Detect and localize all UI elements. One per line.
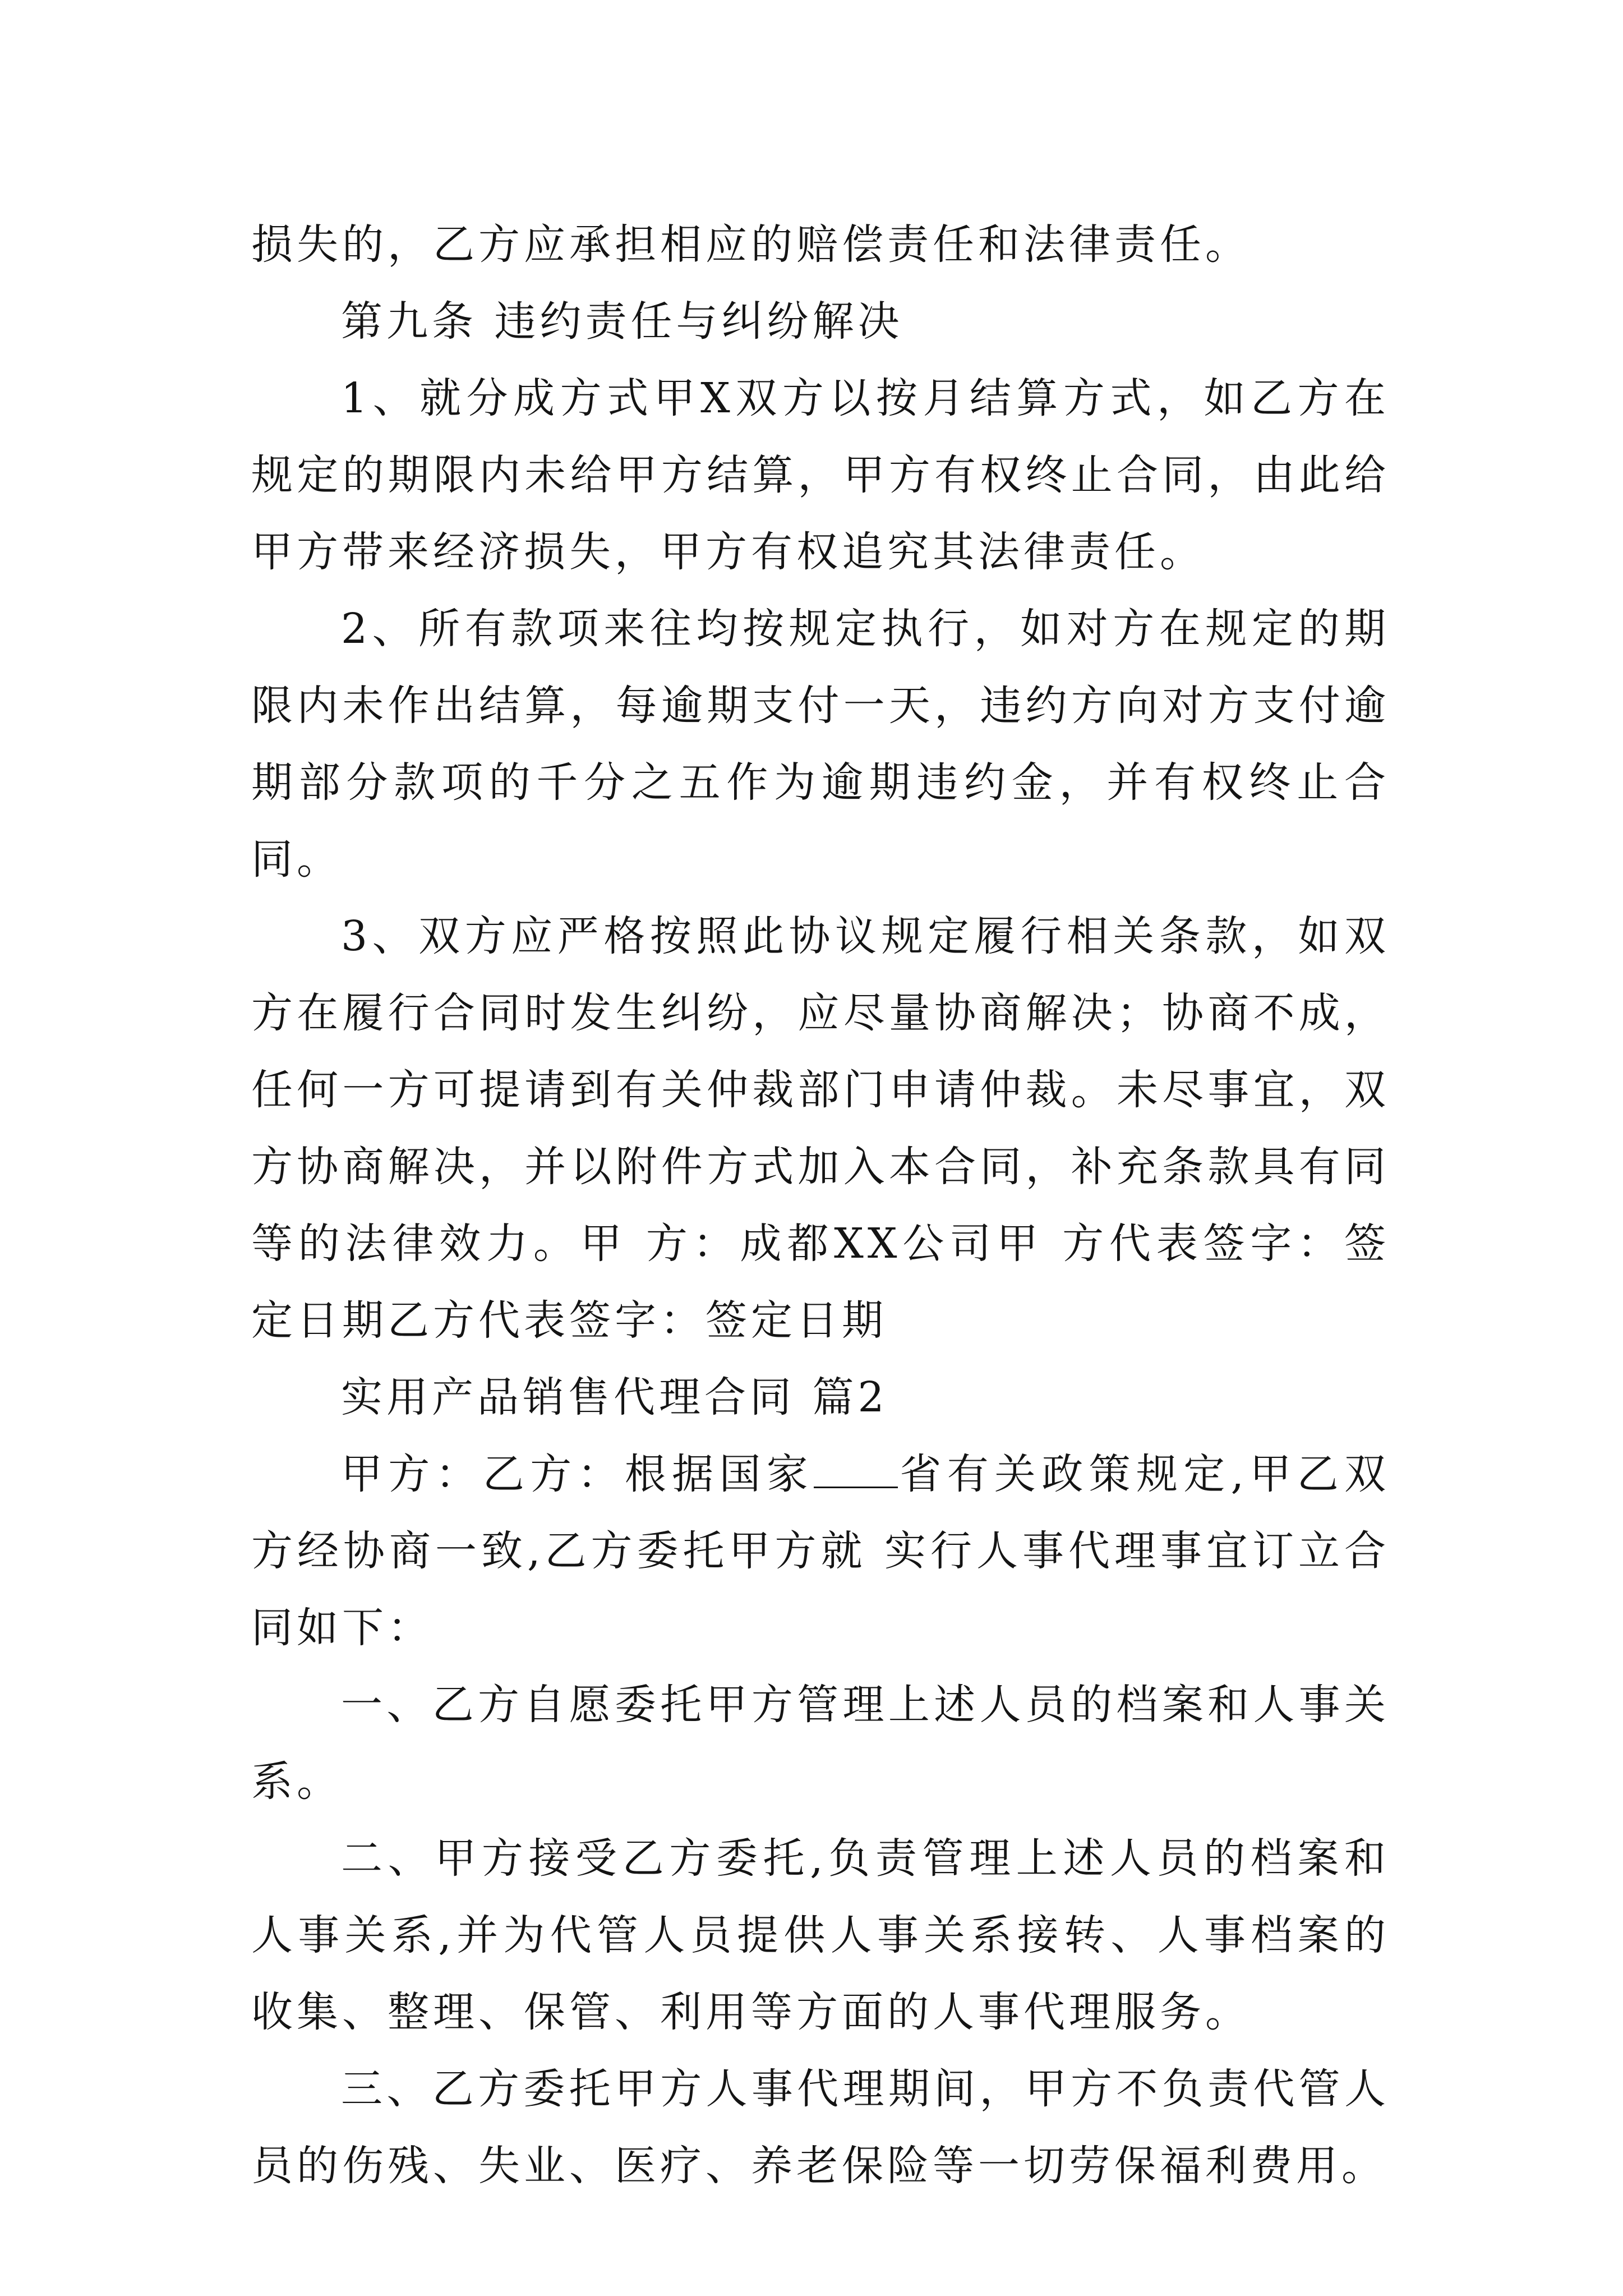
item-one: 一、乙方自愿委托甲方管理上述人员的档案和人事关系。 xyxy=(251,1681,1390,1806)
clause-1: 1、就分成方式甲X双方以按月结算方式，如乙方在规定的期限内未给甲方结算，甲方有权终止合同，由此给甲方带来经济损失，甲方有权追究其法律责任。 xyxy=(251,374,1390,576)
clause-2: 2、所有款项来往均按规定执行，如对方在规定的期限内未作出结算，每逾期支付一天，违约方向对方支付逾期部分款项的千分之五作为逾期违约金，并有权终止合同。 xyxy=(251,605,1390,884)
agreement-intro xyxy=(251,1436,1390,1667)
clause-3: 3、双方应严格按照此协议规定履行相关条款，如双方在履行合同时发生纠纷，应尽量协商解决；协商不成，任何一方可提请到有关仲裁部门申请仲裁。未尽事宜，双方协商解决，并以附件方式加入本合同，补充条款具有同等的法律效力。甲 方：成都XX公司甲 方代表签字：签定日期乙方代表签字：签定日期 xyxy=(251,912,1390,1345)
agreement-intro-before: 甲方：乙方：根据国家 xyxy=(341,1450,814,1498)
document-body xyxy=(251,206,1390,2205)
paragraph-loss-liability: 损失的，乙方应承担相应的赔偿责任和法律责任。 xyxy=(251,220,1251,269)
blank-fill-line xyxy=(814,1453,898,1488)
article-nine-heading: 第九条 违约责任与纠纷解决 xyxy=(341,297,903,346)
item-three: 三、乙方委托甲方人事代理期间，甲方不负责代管人员的伤残、失业、医疗、养老保险等一切劳保福利费用。 xyxy=(251,2065,1390,2190)
section-title-part-2: 实用产品销售代理合同 篇2 xyxy=(341,1373,888,1421)
item-two: 二、甲方接受乙方委托,负责管理上述人员的档案和人事关系,并为代管人员提供人事关系接转、人事档案的收集、整理、保管、利用等方面的人事代理服务。 xyxy=(251,1834,1390,2036)
agreement-intro-after: 省有关政策规定,甲乙双方经协商一致,乙方委托甲方就 实行人事代理事宜订立合同如下： xyxy=(251,1450,1390,1652)
